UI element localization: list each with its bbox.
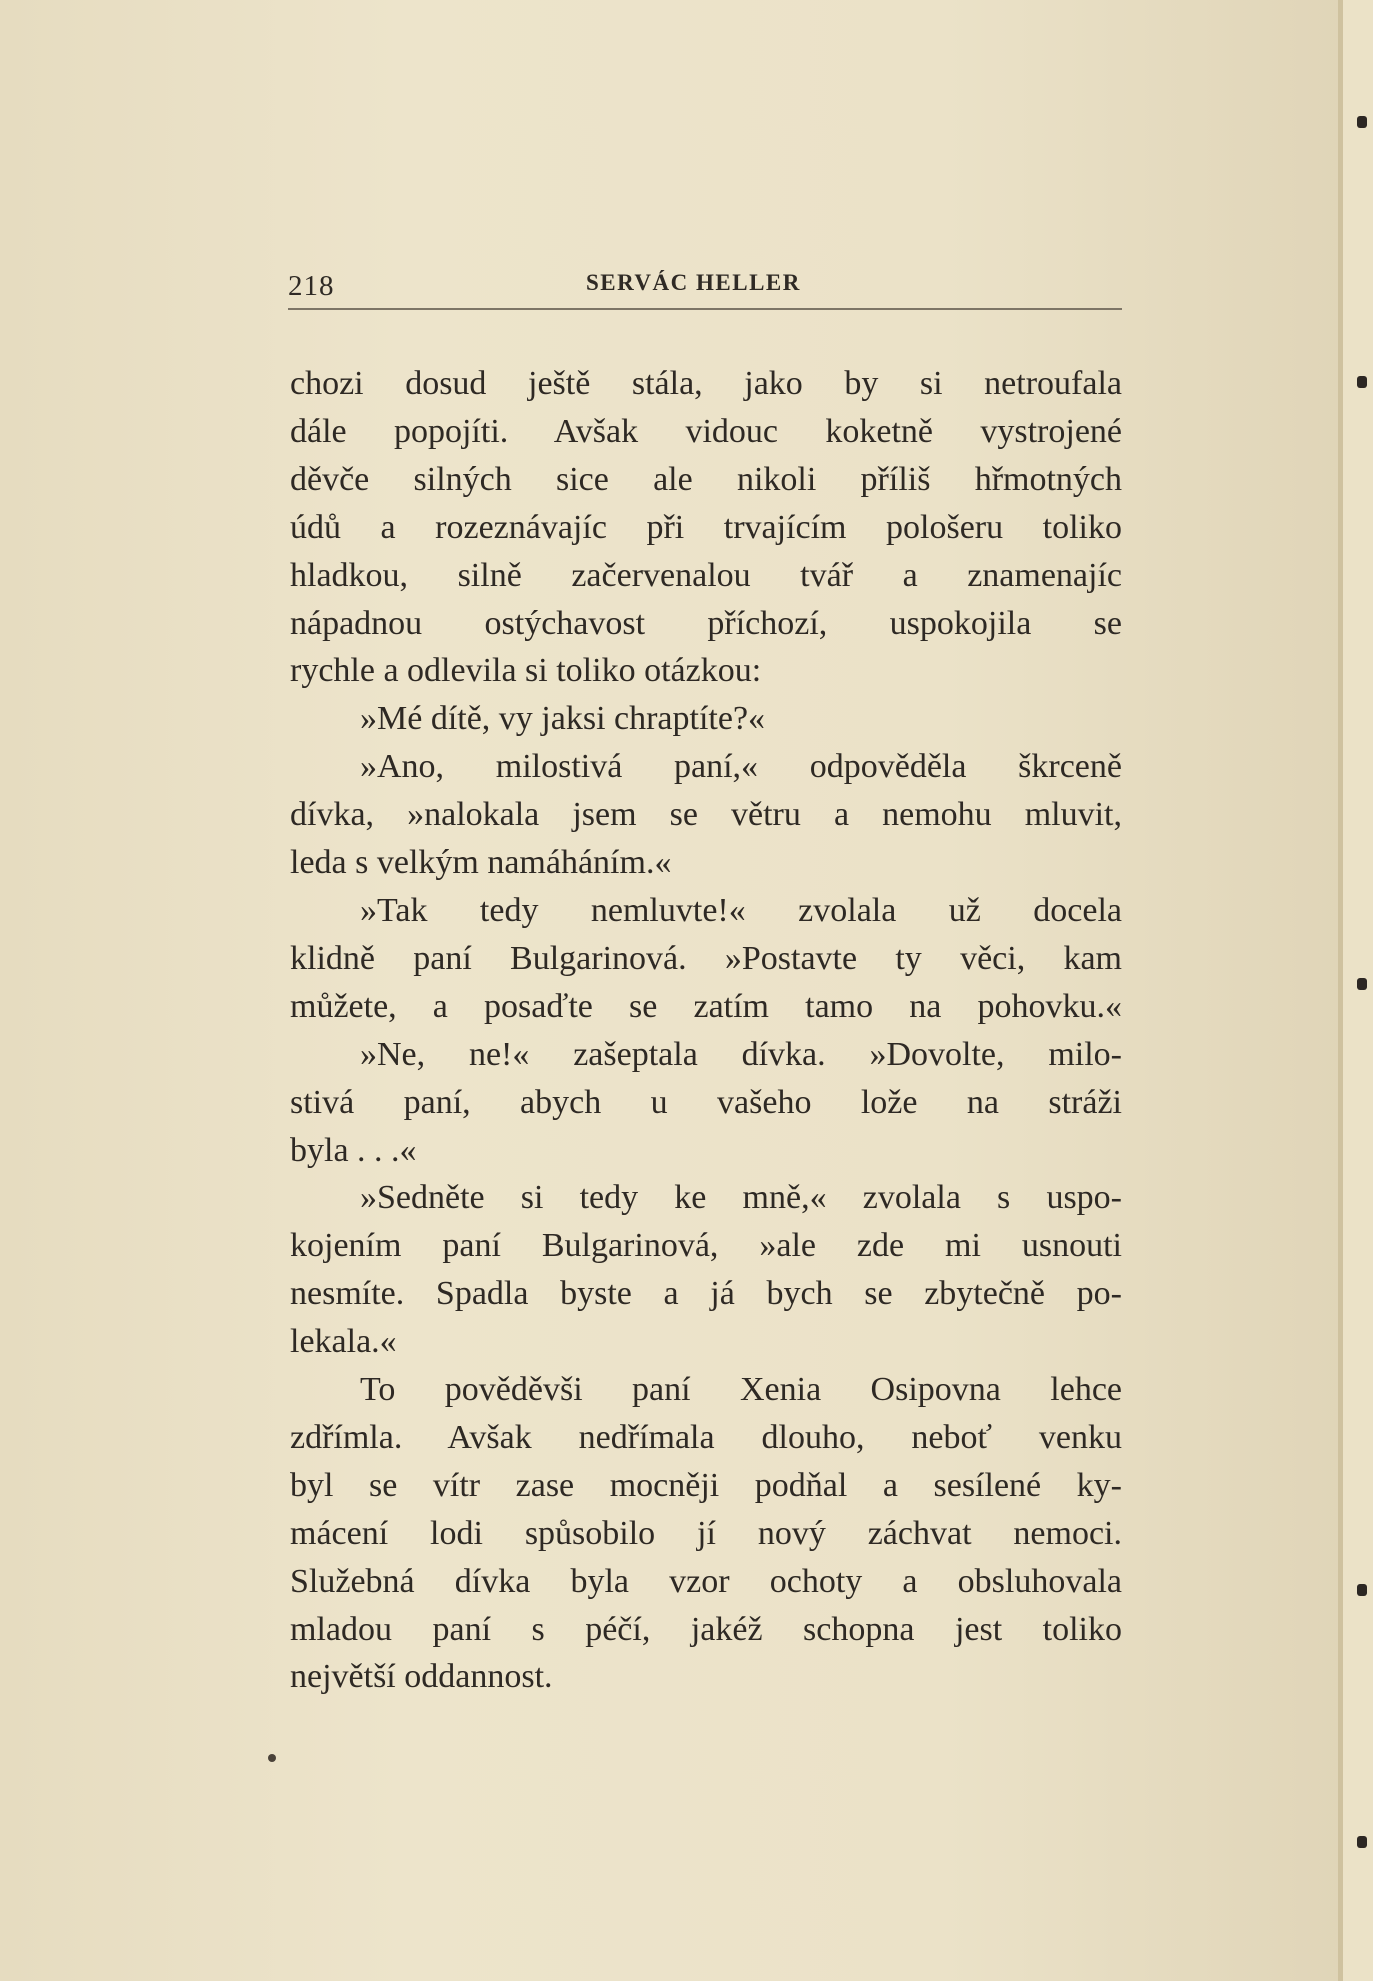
text-line: lekala.« (290, 1323, 397, 1361)
text-line: To pověděvši paní Xenia Osipovna lehce (360, 1371, 1122, 1409)
text-line: můžete, a posaďte se zatím tamo na pohovku.« (290, 987, 1122, 1025)
page-edge (1343, 0, 1373, 1981)
text-line: »Mé dítě, vy jaksi chraptíte?« (360, 700, 766, 738)
edge-mark (1357, 376, 1367, 388)
text-line: chozi dosud ještě stála, jako by si netroufala (290, 365, 1122, 402)
text-line: »Sedněte si tedy ke mně,« zvolala s uspo- (360, 1179, 1122, 1217)
text-line: Služebná dívka byla vzor ochoty a obsluhovala (290, 1562, 1122, 1600)
text-line: kojením paní Bulgarinová, »ale zde mi usnouti (290, 1227, 1122, 1265)
text-line: »Tak tedy nemluvte!« zvolala už docela (360, 891, 1122, 929)
ink-speck (268, 1754, 276, 1762)
text-line: byl se vítr zase mocněji podňal a sesílené ky- (290, 1466, 1122, 1504)
header-rule (288, 308, 1122, 310)
edge-mark (1357, 116, 1367, 128)
text-line: »Ano, milostivá paní,« odpověděla škrceně (360, 748, 1122, 786)
text-line: dívka, »nalokala jsem se větru a nemohu mluvit, (290, 796, 1122, 834)
edge-mark (1357, 1836, 1367, 1848)
text-line: děvče silných sice ale nikoli příliš hřmotných (290, 460, 1122, 498)
text-line: rychle a odlevila si toliko otázkou: (290, 652, 762, 690)
edge-mark (1357, 978, 1367, 990)
text-line: leda s velkým namáháním.« (290, 844, 672, 882)
text-line: hladkou, silně začervenalou tvář a znamenajíc (290, 556, 1122, 594)
text-line: byla . . .« (290, 1131, 417, 1169)
text-line: zdřímla. Avšak nedřímala dlouho, neboť venku (290, 1418, 1122, 1456)
edge-mark (1357, 1584, 1367, 1596)
page-number: 218 (288, 270, 335, 302)
text-line: dále popojíti. Avšak vidouc koketně vystrojené (290, 412, 1122, 450)
text-line: nesmíte. Spadla byste a já bych se zbytečně po- (290, 1275, 1122, 1313)
text-line: mácení lodi spůsobilo jí nový záchvat nemoci. (290, 1514, 1122, 1552)
text-line: stivá paní, abych u vašeho lože na stráži (290, 1083, 1122, 1121)
text-line: mladou paní s péčí, jakéž schopna jest toliko (290, 1610, 1122, 1648)
text-line: klidně paní Bulgarinová. »Postavte ty věci, kam (290, 939, 1122, 977)
text-line: nápadnou ostýchavost příchozí, uspokojila se (290, 604, 1122, 642)
text-line: údů a rozeznávajíc při trvajícím pološeru toliko (290, 508, 1122, 546)
text-line: »Ne, ne!« zašeptala dívka. »Dovolte, milo- (360, 1035, 1122, 1073)
page-header (288, 262, 1122, 310)
running-title: SERVÁC HELLER (586, 270, 801, 295)
body-text (290, 360, 1122, 1701)
text-line: největší oddannost. (290, 1658, 553, 1696)
